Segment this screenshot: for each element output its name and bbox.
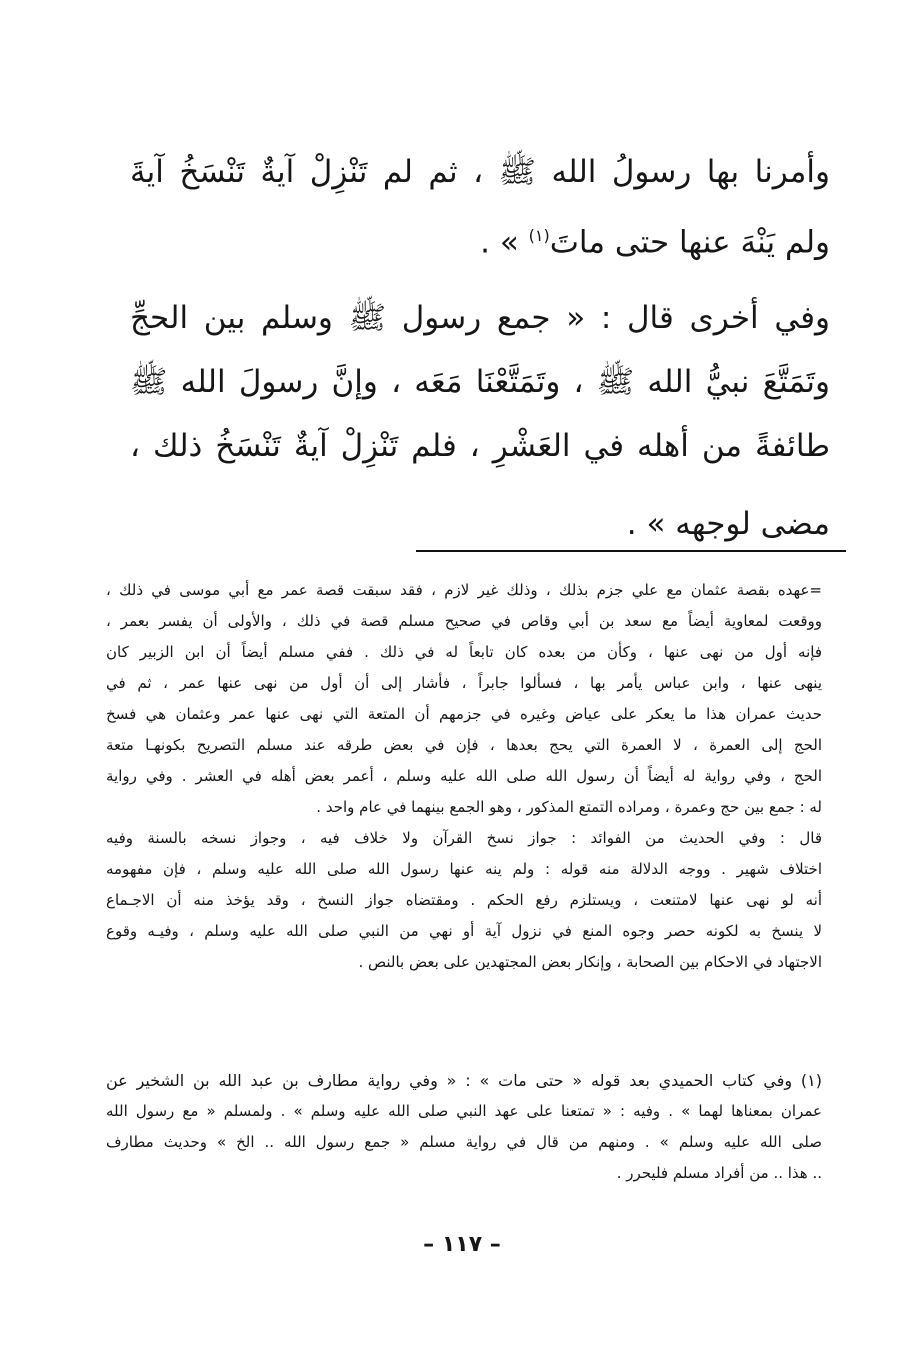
footnote-line: =عهده بقصة عثمان مع علي جزم بذلك ، وذلك غير لازم ، فقد سبقت قصة عمر مع أبي موسى في ذلك ، <box>106 581 822 599</box>
footnote-separator <box>416 550 846 552</box>
footnote-line: أنه لو نهى عنها لامتنعت ، ويستلزم رفع الحكم . ومقتضاه جواز النسخ ، وقد يؤخذ منه أن الاجـماع <box>106 891 822 909</box>
main-line: مضى لوجهه » . <box>626 506 830 542</box>
main-line-text: ولم يَنْهَ عنها حتى ماتَ <box>549 224 830 261</box>
footnote-line: (١) وفي كتاب الحميدي بعد قوله « حتى مات » : « وفي رواية مطارف بن عبد الله بن الشخير عن <box>106 1071 822 1090</box>
footnote-line: عمران بمعناها لهما » . وفيه : « تمتعنا على عهد النبي صلى الله عليه وسلم » . ولمسلم « مع رسول الله <box>106 1102 822 1120</box>
main-line: طائفةً من أهله في العَشْرِ ، فلم تَنْزِلْ آيةٌ تَنْسَخُ ذلك ، <box>130 428 830 464</box>
footnote-line: قال : وفي الحديث من الفوائد : جواز نسخ القرآن ولا خلاف فيه ، وجواز نسخه بالسنة وفيه <box>106 829 822 847</box>
quote-close: » . <box>480 224 519 261</box>
footnote-continued <box>106 575 822 978</box>
footnote-1 <box>106 1065 822 1189</box>
main-line <box>130 204 830 268</box>
footnote-line: الاجتهاد في الاحكام بين الصحابة ، وإنكار بعض المجتهدين على بعض بالنص . <box>358 953 822 971</box>
footnote-line: ينهى عنها ، وابن عباس يأمر بها ، فسألوا جابراً ، فأشار إلى أن أول من نهى عنها عمر ، ثم في <box>106 674 822 692</box>
footnote-reference: (١) <box>528 226 550 245</box>
footnote-line: الحج ، وفي رواية له أيضاً أن رسول الله صلى الله عليه وسلم ، أعمر بعض أهله في العشر . وفي رواية <box>106 767 822 785</box>
footnote-line: الحج إلى العمرة ، لا العمرة التي يحج بعدها ، فإن في بعض طرقه عند مسلم التصريح بكونهـا متعة <box>106 736 822 754</box>
footnote-line: حديث عمران هذا ما يعكر على عياض وغيره في جزمهم أن المتعة التي نهى عنها عمر وعثمان هي فسخ <box>106 705 822 723</box>
footnote-line: ووقعت لمعاوية أيضاً مع سعد بن أبي وقاص في صحيح مسلم قصة في ذلك ، والأولى أن يفسر بعمر ، <box>106 612 822 630</box>
main-line: وأمرنا بها رسولُ الله ﷺ ، ثم لم تَنْزِلْ آيةٌ تَنْسَخُ آيةَ <box>130 154 830 190</box>
page-number: – ١١٧ – <box>423 1232 501 1257</box>
main-paragraph-1 <box>130 140 830 268</box>
footnote-line: فإنه أول من نهى عنها ، وكأن من بعده كان تابعاً له في ذلك . ففي مسلم أيضاً أن ابن الزبير كان <box>106 643 822 661</box>
footnote-line: لا ينسخ به لكونه حصر وجوه المنع في نزول آية أو نهي من النبي صلى الله عليه وسلم ، وفيـه وقوع <box>106 922 822 940</box>
main-paragraph-2 <box>130 286 830 556</box>
main-line: وتَمَتَّعَ نبيُّ الله ﷺ ، وتَمَتَّعْنَا مَعَه ، وإنَّ رسولَ الله ﷺ <box>130 364 830 400</box>
footnote-line: له : جمع بين حج وعمرة ، ومراده التمتع المذكور ، وهو الجمع بينهما في عام واحد . <box>316 798 822 816</box>
footnote-line: اختلاف شهير . ووجه الدلالة منه قوله : ولم ينه عنها رسول الله صلى الله عليه وسلم ، فإن مفهومه <box>106 860 822 878</box>
main-line: وفي أخرى قال : « جمع رسول ﷺ وسلم بين الحجِّ <box>130 300 830 336</box>
footnote-line: صلى الله عليه وسلم » . ومنهم من قال في رواية مسلم « جمع رسول الله .. الخ » وحديث مطارف <box>106 1133 822 1151</box>
footnote-line: .. هذا .. من أفراد مسلم فليحرر . <box>616 1164 822 1182</box>
